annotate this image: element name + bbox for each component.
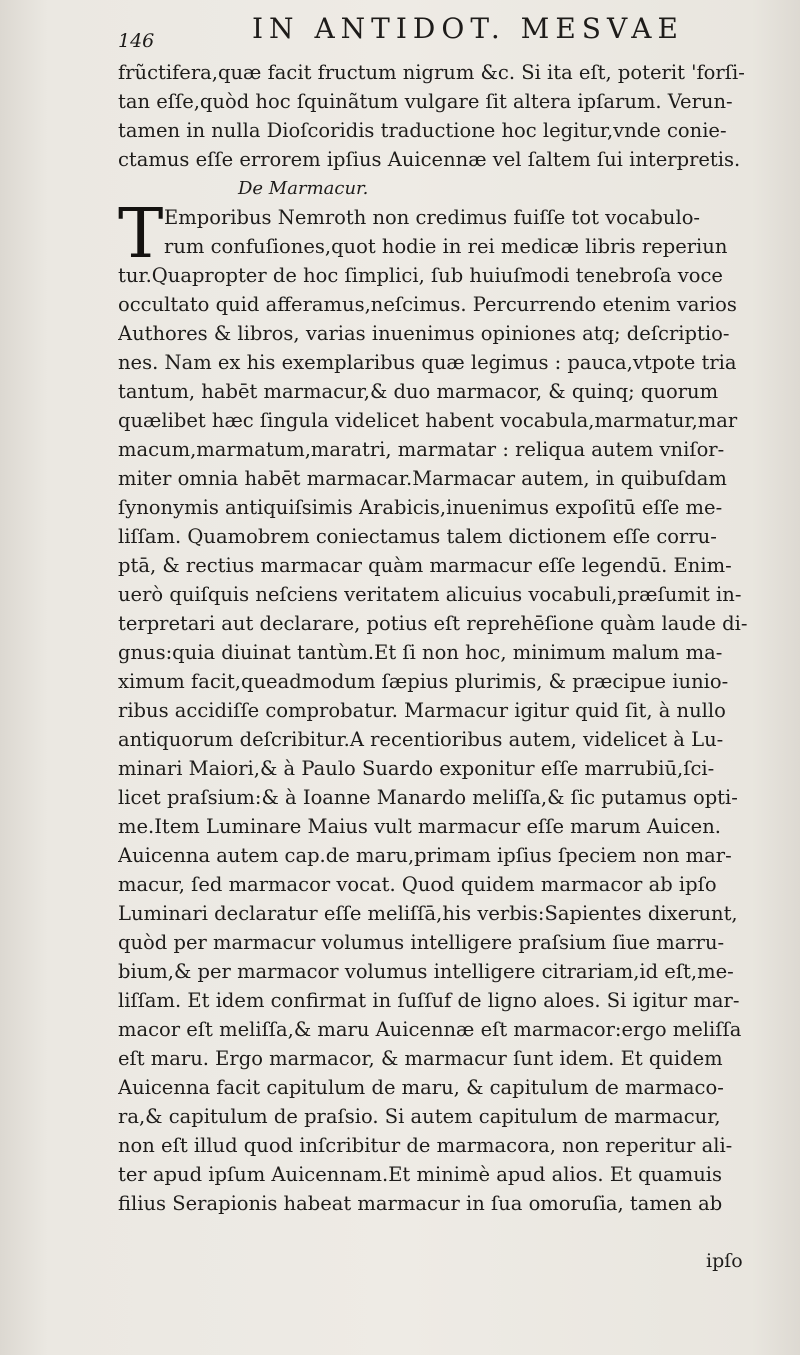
text-line: macur, ſed marmacor vocat. Quod quidem marmacor ab ipſo	[118, 873, 717, 896]
indented-lines	[118, 203, 768, 261]
text-line: gnus:quia diuinat tantùm.Et ſi non hoc, minimum malum ma-	[118, 641, 723, 664]
text-line: tur.Quapropter de hoc ſimplici, ſub huiuſmodi tenebroſa voce	[118, 264, 723, 287]
text-line: eſt maru. Ergo marmacor, & marmacur ſunt idem. Et quidem	[118, 1047, 723, 1070]
text-line: quælibet hæc ſingula videlicet habent vocabula,marmatur,mar	[118, 409, 738, 432]
text-line: ximum facit,queadmodum ſæpius plurimis, & præcipue iunio-	[118, 670, 729, 693]
text-line: terpretari aut declarare, potius eſt reprehēſione quàm laude di-	[118, 612, 748, 635]
text-line: tan eſſe,quòd hoc ſquinãtum vulgare ſit altera ipſarum. Verun-	[118, 90, 733, 113]
text-line: ribus accidiſſe comprobatur. Marmacur igitur quid ſit, à nullo	[118, 699, 726, 722]
text-line: uerò quiſquis neſciens veritatem alicuius vocabuli,præſumit in-	[118, 583, 742, 606]
text-line: me.Item Luminare Maius vult marmacur eſſe marum Auicen.	[118, 815, 721, 838]
drop-cap: T	[118, 195, 164, 274]
text-line: nes. Nam ex his exemplaribus quæ legimus : pauca,vtpote tria	[118, 351, 737, 374]
text-line: ptā, & rectius marmacar quàm marmacur eſſe legendū. Enim-	[118, 554, 732, 577]
catchword: ipſo	[706, 1250, 743, 1272]
text-line: liſſam. Et idem confirmat in ſuſſuf de ligno aloes. Si igitur mar-	[118, 989, 740, 1012]
text-line: Emporibus Nemroth non credimus fuiſſe tot vocabulo-	[164, 206, 701, 229]
text-line: Authores & libros, varias inuenimus opiniones atq; deſcriptio-	[118, 322, 730, 345]
text-line: ſynonymis antiquiſsimis Arabicis,inuenimus expoſitū eſſe me-	[118, 496, 723, 519]
text-line: liſſam. Quamobrem coniectamus talem dictionem eſſe corru-	[118, 525, 717, 548]
text-line: Luminari declaratur eſſe meliſſā,his verbis:Sapientes dixerunt,	[118, 902, 738, 925]
page-header	[118, 10, 758, 58]
body-lines	[118, 261, 768, 1218]
section-title: De Marmacur.	[238, 178, 369, 199]
opening-paragraph	[118, 58, 768, 174]
text-line: filius Serapionis habeat marmacur in ſua omoruſia, tamen ab	[118, 1192, 723, 1215]
text-line: miter omnia habēt marmacar.Marmacar autem, in quibuſdam	[118, 467, 727, 490]
running-head: IN ANTIDOT. MESVAE	[252, 12, 684, 45]
text-line: occultato quid afferamus,neſcimus. Percurrendo etenim varios	[118, 293, 737, 316]
text-line: licet praſsium:& à Ioanne Manardo meliſſa,& ſic putamus opti-	[118, 786, 738, 809]
text-line: bium,& per marmacor volumus intelligere citrariam,id eſt,me-	[118, 960, 734, 983]
main-text	[118, 58, 768, 1218]
text-line: tantum, habēt marmacur,& duo marmacor, & quinq; quorum	[118, 380, 719, 403]
text-line: minari Maiori,& à Paulo Suardo exponitur eſſe marrubiū,ſci-	[118, 757, 715, 780]
text-line: frũctifera,quæ facit fructum nigrum &c. Si ita eſt, poterit 'forſi-	[118, 61, 745, 84]
text-line: tamen in nulla Dioſcoridis traductione hoc legitur,vnde conie-	[118, 119, 727, 142]
text-line: antiquorum deſcribitur.A recentioribus autem, videlicet à Lu-	[118, 728, 724, 751]
text-line: quòd per marmacur volumus intelligere praſsium ſiue marru-	[118, 931, 725, 954]
text-line: ctamus eſſe errorem ipſius Auicennæ vel ſaltem ſui interpretis.	[118, 148, 741, 171]
text-line: rum confuſiones,quot hodie in rei medicæ libris reperiun	[164, 235, 728, 258]
text-line: macor eſt meliſſa,& maru Auicennæ eſt marmacor:ergo meliſſa	[118, 1018, 742, 1041]
text-line: ra,& capitulum de praſsio. Si autem capitulum de marmacur,	[118, 1105, 721, 1128]
text-line: macum,marmatum,maratri, marmatar : reliqua autem vniſor-	[118, 438, 725, 461]
text-line: Auicenna facit capitulum de maru, & capitulum de marmaco-	[118, 1076, 724, 1099]
section-body	[118, 195, 768, 1218]
text-line: non eſt illud quod inſcribitur de marmacora, non reperitur ali-	[118, 1134, 733, 1157]
page-number: 146	[118, 30, 155, 52]
text-line: ter apud ipſum Auicennam.Et minimè apud alios. Et quamuis	[118, 1163, 723, 1186]
text-line: Auicenna autem cap.de maru,primam ipſius ſpeciem non mar-	[118, 844, 732, 867]
